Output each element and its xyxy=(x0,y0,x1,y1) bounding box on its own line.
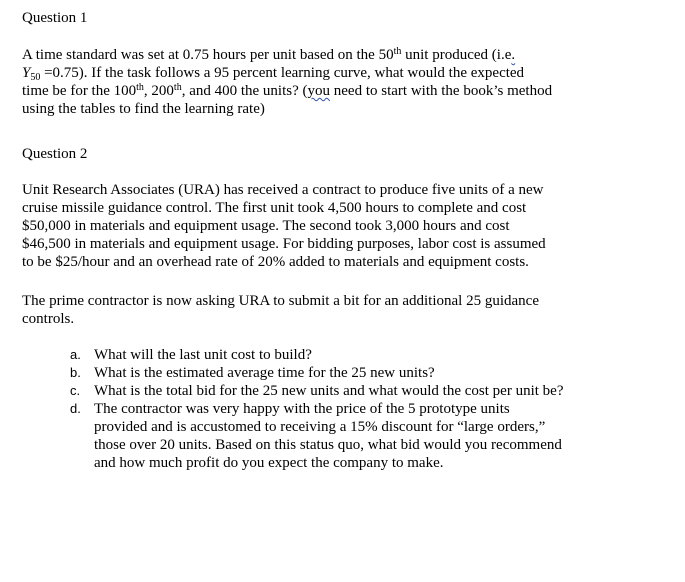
list-marker: a. xyxy=(70,347,81,362)
q2-p1-line: Unit Research Associates (URA) has received a contract to produce five units of a new xyxy=(22,182,544,198)
question-2-paragraph-2 xyxy=(22,292,662,328)
question-2-subquestions xyxy=(70,346,660,472)
list-item: c. What is the total bid for the 25 new units and what would the cost per unit be? xyxy=(70,383,564,399)
list-item: a. What will the last unit cost to build? xyxy=(70,347,312,363)
q1-line-1: A time standard was set at 0.75 hours per unit based on the 50th unit produced (i.e. xyxy=(22,46,516,63)
list-item: b. What is the estimated average time for the 25 new units? xyxy=(70,365,435,381)
list-item: d. The contractor was very happy with the price of the 5 prototype units provided and is accustomed to receiving a 15% discount for “large orders,” those over 20 units. Based on this status quo, what bid would you recommend and how much profit do you expect the company to make. xyxy=(70,401,562,471)
q1-line-3: time be for the 100th, 200th, and 400 the units? (you need to start with the book’s method xyxy=(22,82,553,99)
q2-p1-line: cruise missile guidance control. The first unit took 4,500 hours to complete and cost xyxy=(22,200,527,216)
list-marker: b. xyxy=(70,365,81,380)
q2-p2-line: controls. xyxy=(22,311,75,327)
list-marker: d. xyxy=(70,401,81,416)
question-2-heading: Question 2 xyxy=(22,146,88,162)
spellcheck-mark: you xyxy=(307,83,331,99)
q2-p1-line: $46,500 in materials and equipment usage. For bidding purposes, labor cost is assumed xyxy=(22,236,546,252)
q2-p1-line: $50,000 in materials and equipment usage. The second took 3,000 hours and cost xyxy=(22,218,510,234)
q2-p2-line: The prime contractor is now asking URA to submit a bit for an additional 25 guidance xyxy=(22,293,539,309)
question-1-heading: Question 1 xyxy=(22,10,88,26)
q2-p1-line: to be $25/hour and an overhead rate of 20% added to materials and equipment costs. xyxy=(22,254,529,270)
question-2-paragraph-1 xyxy=(22,181,662,271)
q1-line-2: $Y_{50} =0.75$). If the task follows a 95 percent learning curve, what would the expected xyxy=(22,65,525,83)
list-marker: c. xyxy=(70,383,81,398)
question-1-paragraph xyxy=(22,46,662,118)
spellcheck-mark: . xyxy=(511,47,516,63)
q1-line-4: using the tables to find the learning rate) xyxy=(22,101,265,117)
